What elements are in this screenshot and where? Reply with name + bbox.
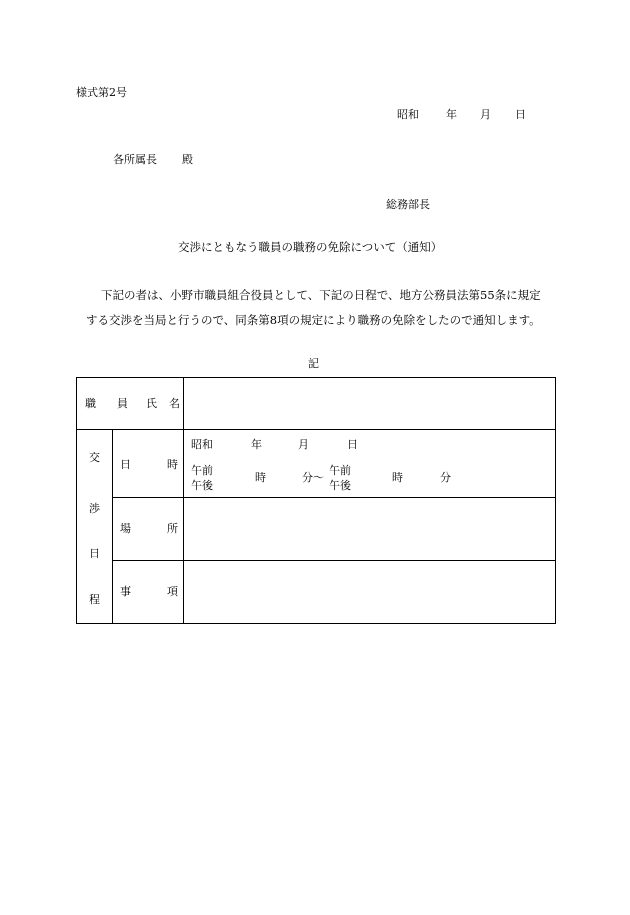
place-field[interactable] [184,498,556,561]
label-char: 程 [89,593,100,606]
label-char: 時 [167,458,178,471]
label-char: 員 [117,397,128,410]
staff-name-field[interactable] [184,378,556,430]
addressee-name: 各所属長 [113,153,157,166]
label-char: 項 [167,585,178,598]
label-char: 日 [89,547,100,560]
date-day: 日 [515,108,526,121]
ki-label: 記 [308,357,319,370]
label-char: 所 [167,522,178,535]
dt-minute-tilde: 分〜 [302,471,324,484]
label-char: 日 [120,458,131,471]
dt-hour-2: 時 [392,471,403,484]
matter-field[interactable] [184,561,556,624]
sender: 総務部長 [386,198,430,211]
label-char: 渉 [89,502,100,515]
dt-am-1: 午前 [191,464,213,477]
datetime-field[interactable] [184,430,556,498]
schedule-label-cell [77,430,113,624]
addressee-honorific: 殿 [182,153,193,166]
dt-pm-2: 午後 [329,479,351,492]
dt-minute-2: 分 [440,471,451,484]
label-char: 事 [120,585,131,598]
document-title: 交渉にともなう職員の職務の免除について（通知） [178,240,443,254]
label-char: 場 [120,522,131,535]
schedule-table [76,377,556,624]
date-month: 月 [480,108,491,121]
body-line-1: 下記の者は、小野市職員組合役員として、下記の日程で、地方公務員法第55条に規定 [101,288,541,302]
label-char: 交 [89,451,100,464]
staff-name-label-cell [77,378,184,430]
date-era: 昭和 [397,108,419,121]
dt-year: 年 [251,438,262,451]
dt-era: 昭和 [191,438,213,451]
body-line-2: する交渉を当局と行うので、同条第8項の規定により職務の免除をしたので通知します。 [86,313,541,327]
dt-hour-1: 時 [255,471,266,484]
matter-label-cell [113,561,184,624]
dt-day: 日 [347,438,358,451]
label-char: 職 [85,397,96,410]
label-char: 氏 [146,397,157,410]
datetime-label-cell [113,430,184,498]
form-number: 様式第2号 [76,86,127,99]
label-char: 名 [169,397,180,410]
dt-pm-1: 午後 [191,479,213,492]
place-label-cell [113,498,184,561]
dt-month: 月 [298,438,309,451]
dt-am-2: 午前 [329,464,351,477]
date-year: 年 [446,108,457,121]
